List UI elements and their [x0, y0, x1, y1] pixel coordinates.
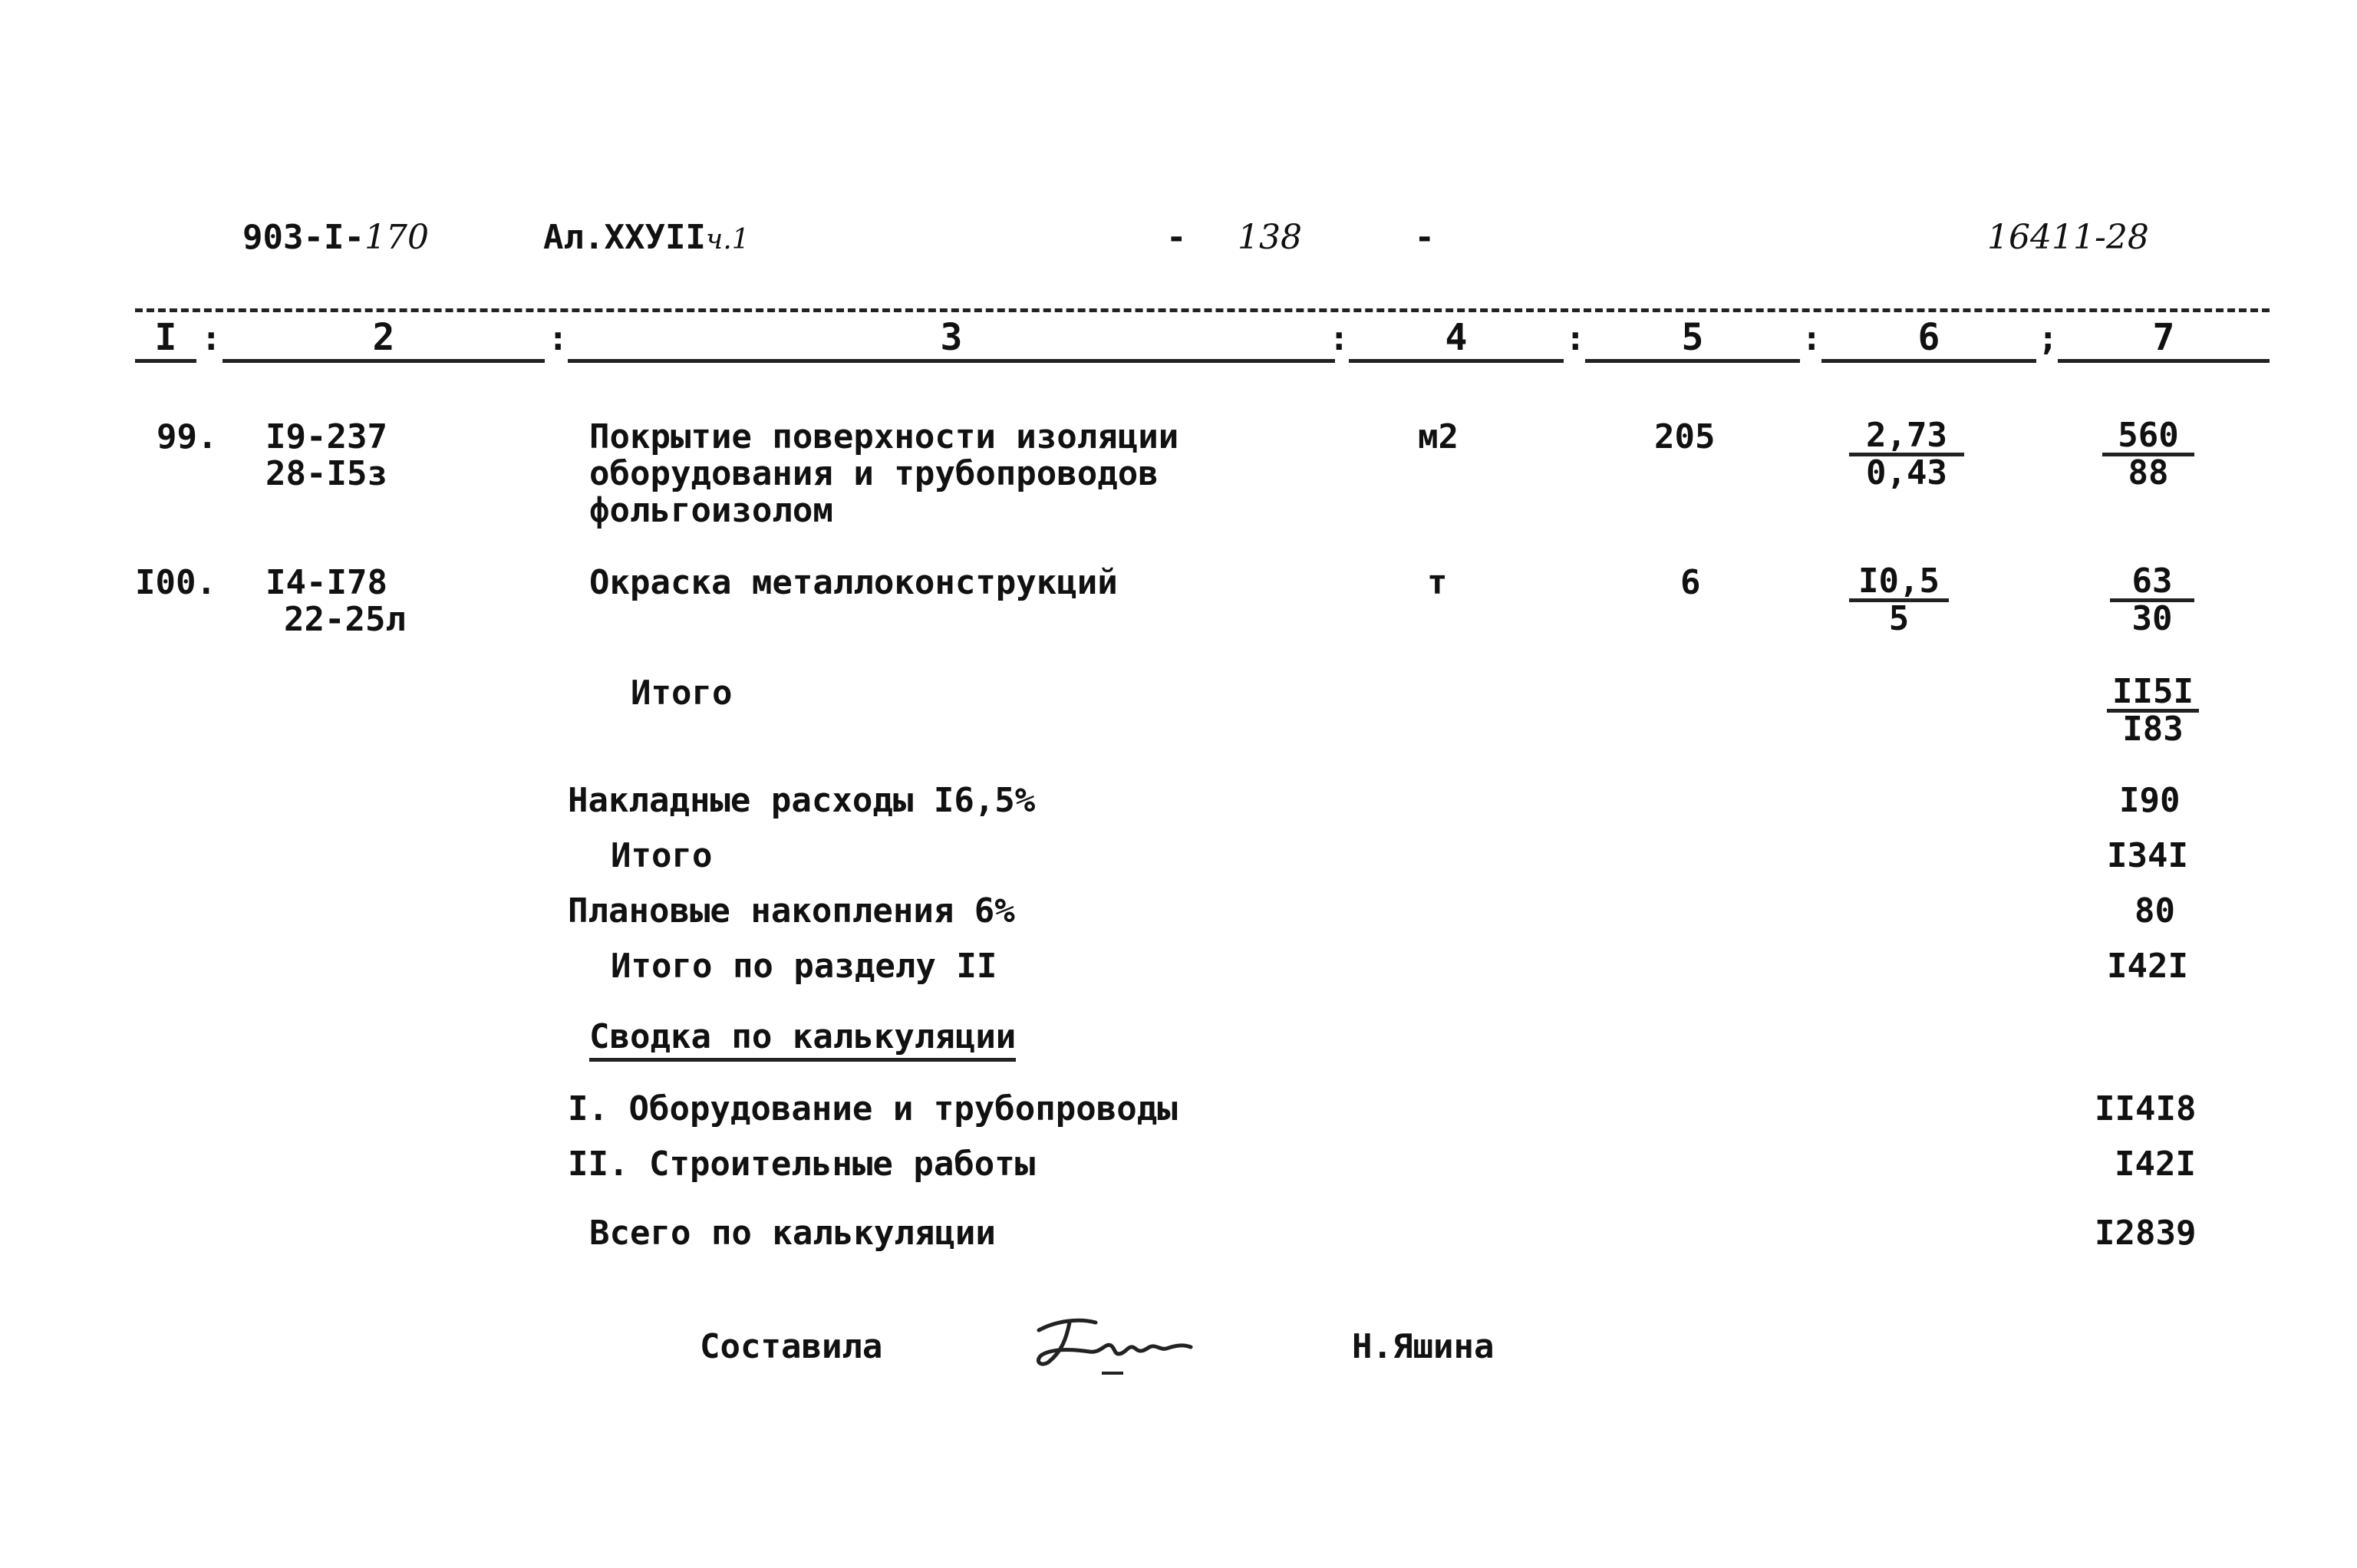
subtotal-den: I83 — [2122, 710, 2184, 749]
itogo-2-label: Итого — [611, 836, 713, 875]
row-99-price-den: 0,43 — [1866, 453, 1947, 492]
section-total-value: I42I — [2107, 947, 2188, 986]
grand-total-value: I2839 — [2095, 1214, 2197, 1253]
row-100-price — [1849, 562, 1949, 638]
row-99-code-1: I9-237 — [265, 417, 387, 456]
row-99-price-num: 2,73 — [1849, 419, 1964, 456]
svodka-item-2-value: I42I — [2115, 1145, 2196, 1184]
row-100-desc-1: Окраска металлоконструкций — [589, 563, 1118, 602]
grand-total-label: Всего по калькуляции — [589, 1214, 996, 1253]
row-100-unit: т — [1427, 563, 1448, 602]
table-header-col-7: 7 — [2058, 316, 2270, 363]
svodka-item-1-value: II4I8 — [2095, 1089, 2197, 1128]
row-99-desc-1: Покрытие поверхности изоляции — [589, 417, 1179, 456]
row-100-price-num: I0,5 — [1849, 565, 1949, 602]
row-99-desc-3: фольгоизолом — [589, 491, 833, 530]
svodka-title — [589, 1019, 1016, 1056]
page-dash-right: - — [1414, 218, 1435, 257]
svodka-item-2-label: II. Строительные работы — [568, 1145, 1036, 1184]
planned-value: 80 — [2134, 891, 2175, 931]
row-100-total — [2110, 562, 2194, 638]
album-ref — [543, 219, 750, 259]
row-99-desc-2: оборудования и трубопроводов — [589, 454, 1159, 493]
row-99-total-den: 88 — [2128, 453, 2169, 492]
header-sep: ; — [2038, 319, 2059, 358]
doc-code — [242, 219, 429, 256]
header-sep: : — [1802, 319, 1822, 358]
table-header-col-2: 2 — [223, 316, 545, 363]
row-100-total-den: 30 — [2131, 599, 2173, 638]
doc-code-handwritten: 170 — [364, 218, 429, 257]
row-99-total-num: 560 — [2102, 419, 2194, 456]
row-99-price — [1849, 416, 1964, 492]
signature-name: Н.Яшина — [1352, 1327, 1495, 1366]
section-total-label: Итого по разделу II — [611, 947, 997, 986]
svodka-title-text: Сводка по калькуляции — [589, 1017, 1016, 1062]
row-100-code-2: 22-25л — [284, 600, 406, 639]
row-99-unit: м2 — [1418, 417, 1459, 456]
table-header-col-3: 3 — [568, 316, 1335, 363]
table-top-rule — [135, 308, 2270, 312]
overhead-value: I90 — [2119, 781, 2181, 820]
header-sep: : — [201, 319, 222, 358]
album-handwritten: ч.1 — [705, 224, 750, 255]
planned-label: Плановые накопления 6% — [568, 891, 1015, 931]
row-100-code-1: I4-I78 — [265, 563, 387, 602]
doc-number: 16411-28 — [1987, 218, 2149, 257]
album-print: Ал.XXУII — [543, 218, 706, 257]
svodka-item-1-label: I. Оборудование и трубопроводы — [568, 1089, 1178, 1128]
header-sep: : — [548, 319, 569, 358]
page-number — [1166, 219, 1435, 256]
page-number-handwritten: 138 — [1238, 218, 1302, 257]
signature-handwritten-icon — [1025, 1307, 1202, 1376]
subtotal-num: II5I — [2107, 675, 2199, 713]
row-99-number: 99. — [157, 417, 218, 456]
page-dash-left: - — [1166, 218, 1187, 257]
row-99-qty: 205 — [1654, 417, 1716, 456]
subtotal-value — [2107, 672, 2199, 749]
doc-code-print: 903-I- — [242, 218, 364, 257]
signature-label: Составила — [700, 1327, 883, 1366]
table-header-row — [0, 316, 2357, 362]
header-sep: : — [1565, 319, 1586, 358]
row-99-code-2: 28-I5з — [265, 454, 387, 493]
table-header-col-4: 4 — [1349, 316, 1564, 363]
table-header-col-6: 6 — [1821, 316, 2036, 363]
row-100-price-den: 5 — [1888, 599, 1910, 638]
overhead-label: Накладные расходы I6,5% — [568, 781, 1036, 820]
row-100-total-num: 63 — [2110, 565, 2194, 602]
subtotal-label: Итого — [631, 674, 733, 713]
itogo-2-value: I34I — [2107, 836, 2188, 875]
row-100-qty: 6 — [1680, 563, 1701, 602]
row-100-number: I00. — [135, 563, 216, 602]
table-header-col-5: 5 — [1585, 316, 1800, 363]
header-sep: : — [1329, 319, 1350, 358]
table-header-col-1: I — [135, 316, 196, 363]
row-99-total — [2102, 416, 2194, 492]
